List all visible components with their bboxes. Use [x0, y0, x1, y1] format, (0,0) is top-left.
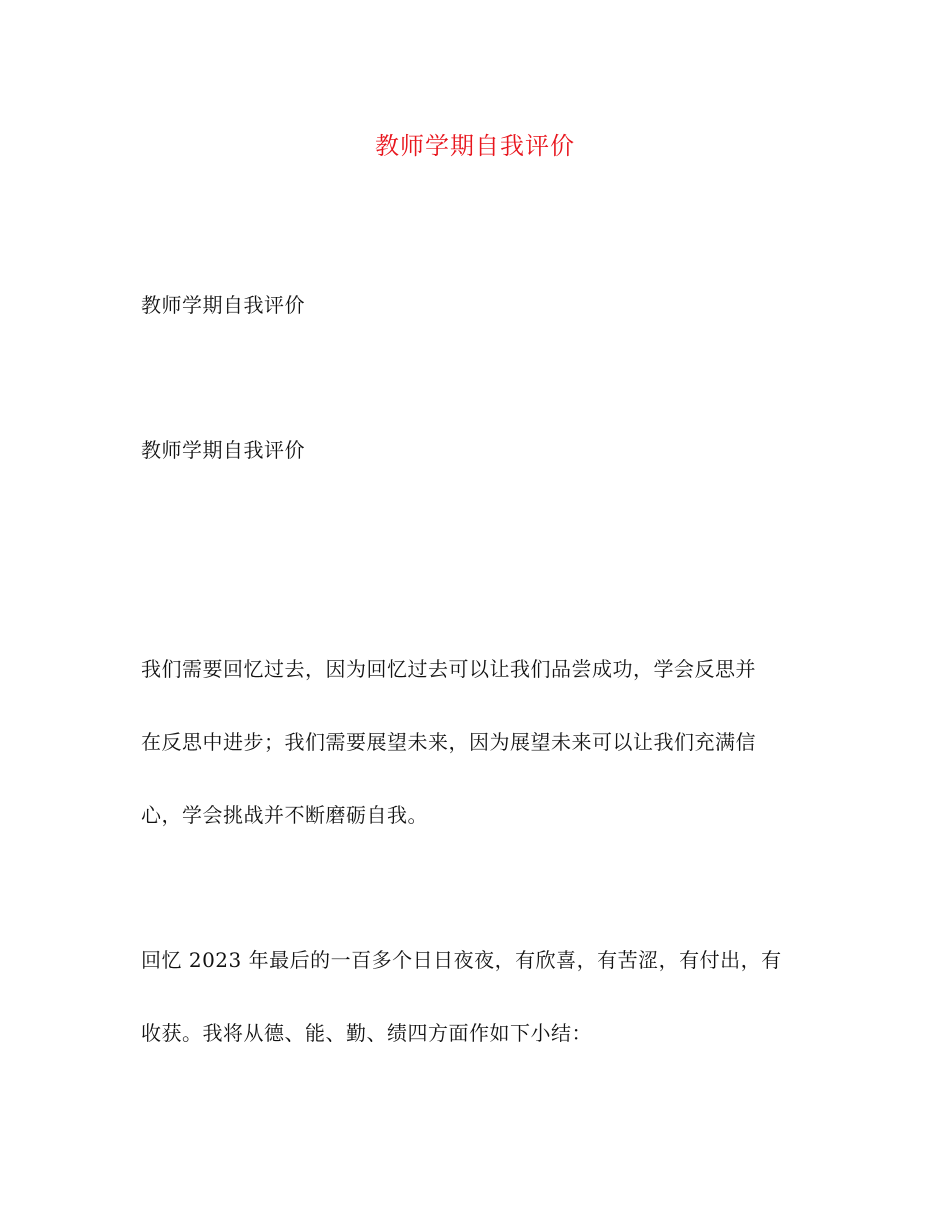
paragraph-2-line-2: 收获。我将从德、能、勤、绩四方面作如下小结： — [141, 1021, 592, 1045]
paragraph-2-line-1: 回忆 2023 年最后的一百多个日日夜夜，有欣喜，有苦涩，有付出，有 — [141, 948, 782, 972]
repeated-title-line-1: 教师学期自我评价 — [141, 293, 305, 317]
document-title: 教师学期自我评价 — [375, 132, 575, 160]
repeated-title-line-2: 教师学期自我评价 — [141, 438, 305, 462]
paragraph-1-line-3: 心，学会挑战并不断磨砺自我。 — [141, 803, 428, 827]
paragraph-1-line-1: 我们需要回忆过去，因为回忆过去可以让我们品尝成功，学会反思并 — [141, 657, 756, 681]
paragraph-1-line-2: 在反思中进步；我们需要展望未来，因为展望未来可以让我们充满信 — [141, 730, 756, 754]
